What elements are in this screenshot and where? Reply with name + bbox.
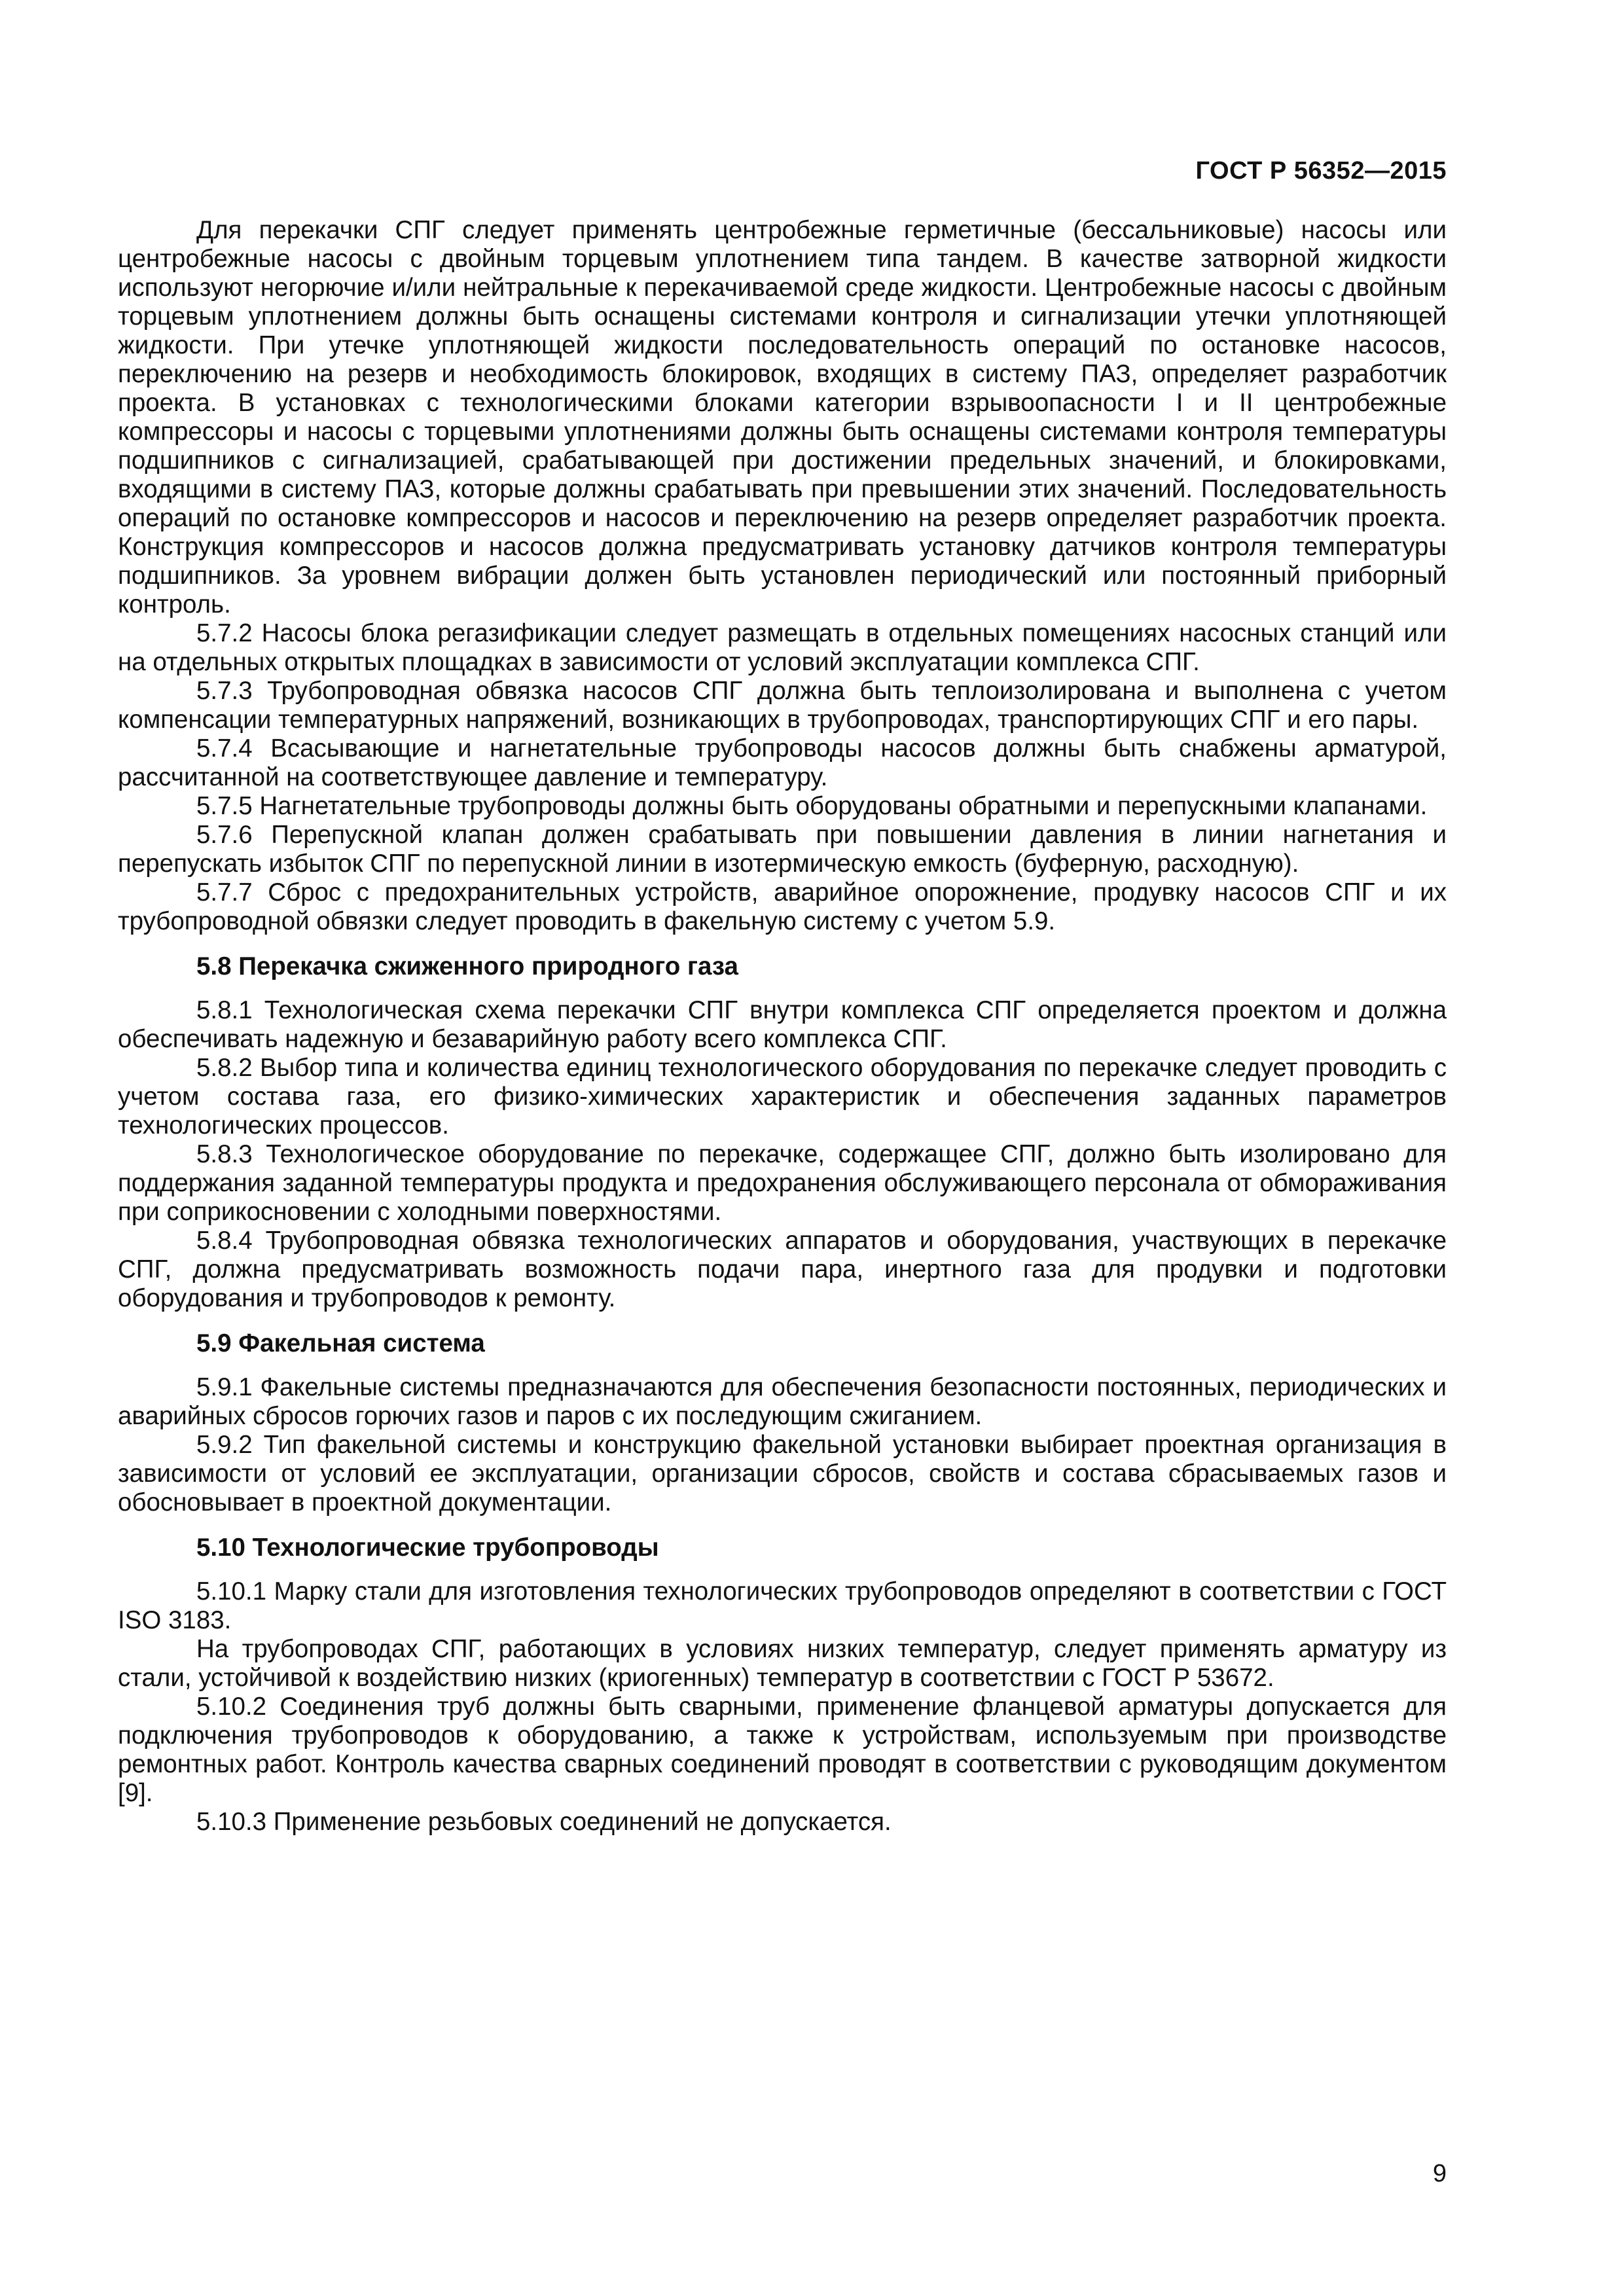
- paragraph-5-7-2: 5.7.2 Насосы блока регазификации следует размещать в отдельных помещениях насосных станций или на отдельных открытых площадках в зависимости от условий эксплуатации комплекса СПГ.: [118, 619, 1447, 676]
- paragraph-5-9-1: 5.9.1 Факельные системы предназначаются для обеспечения безопасности постоянных, периодических и аварийных сбросов горючих газов и паров с их последующим сжиганием.: [118, 1373, 1447, 1430]
- paragraph-5-10-2: 5.10.2 Соединения труб должны быть сварными, применение фланцевой арматуры допускается для подключения трубопроводов к оборудованию, а также к устройствам, используемым при производстве ремонтных работ. Контроль качества сварных соединений проводят в соответствии с руководящим документом [9].: [118, 1693, 1447, 1807]
- paragraph-5-8-1: 5.8.1 Технологическая схема перекачки СПГ внутри комплекса СПГ определяется проектом и должна обеспечивать надежную и безаварийную работу всего комплекса СПГ.: [118, 996, 1447, 1053]
- paragraph-5-7-5: 5.7.5 Нагнетательные трубопроводы должны быть оборудованы обратными и перепускными клапанами.: [196, 792, 1428, 820]
- paragraph: Для перекачки СПГ следует применять центробежные герметичные (бессальниковые) насосы или центробежные насосы с двойным торцевым уплотнением типа тандем. В качестве затворной жидкости используют негорючие и/или нейтральные к перекачиваемой среде жидкости. Центробежные насосы с двойным торцевым уплотнением должны быть оснащены системами контроля и сигнализации утечки уплотняющей жидкости. При утечке уплотняющей жидкости последовательность операций по остановке насосов, переключению на резерв и необходимость блокировок, входящих в систему ПАЗ, определяет разработчик проекта. В установках с технологическими блоками категории взрывоопасности I и II центробежные компрессоры и насосы с торцевыми уплотнениями должны быть оснащены системами контроля температуры подшипников с сигнализацией, срабатывающей при достижении предельных значений, и блокировками, входящими в систему ПАЗ, которые должны срабатывать при превышении этих значений. Последовательность операций по остановке компрессоров и насосов и переключению на резерв определяет разработчик проекта. Конструкция компрессоров и насосов должна предусматривать установку датчиков контроля температуры подшипников. За уровнем вибрации должен быть установлен периодический или постоянный приборный контроль.: [118, 216, 1447, 619]
- document-body: [118, 216, 1447, 1837]
- paragraph-5-10-1: 5.10.1 Марку стали для изготовления технологических трубопроводов определяют в соответствии с ГОСТ ISO 3183.: [118, 1577, 1447, 1634]
- paragraph-5-9-2: 5.9.2 Тип факельной системы и конструкцию факельной установки выбирает проектная организация в зависимости от условий ее эксплуатации, организации сбросов, свойств и состава сбрасываемых газов и обосновывает в проектной документации.: [118, 1431, 1447, 1516]
- paragraph-5-8-2: 5.8.2 Выбор типа и количества единиц технологического оборудования по перекачке следует проводить с учетом состава газа, его физико-химических характеристик и обеспечения заданных параметров технологических процессов.: [118, 1054, 1447, 1139]
- page-number: 9: [1432, 2160, 1447, 2187]
- document-header: ГОСТ Р 56352—2015: [1195, 157, 1447, 185]
- section-heading-5-9: 5.9 Факельная система: [196, 1329, 485, 1357]
- section-heading-5-8: 5.8 Перекачка сжиженного природного газа: [196, 952, 738, 980]
- paragraph-5-10-1-note: На трубопроводах СПГ, работающих в условиях низких температур, следует применять арматуру из стали, устойчивой к воздействию низких (криогенных) температур в соответствии с ГОСТ Р 53672.: [118, 1635, 1447, 1692]
- paragraph-5-8-4: 5.8.4 Трубопроводная обвязка технологических аппаратов и оборудования, участвующих в перекачке СПГ, должна предусматривать возможность подачи пара, инертного газа для продувки и подготовки оборудования и трубопроводов к ремонту.: [118, 1227, 1447, 1312]
- paragraph-5-7-6: 5.7.6 Перепускной клапан должен срабатывать при повышении давления в линии нагнетания и перепускать избыток СПГ по перепускной линии в изотермическую емкость (буферную, расходную).: [118, 821, 1447, 878]
- paragraph-5-8-3: 5.8.3 Технологическое оборудование по перекачке, содержащее СПГ, должно быть изолировано для поддержания заданной температуры продукта и предохранения обслуживающего персонала от обмораживания при соприкосновении с холодными поверхностями.: [118, 1140, 1447, 1226]
- paragraph-5-10-3: 5.10.3 Применение резьбовых соединений не допускается.: [196, 1808, 892, 1836]
- section-heading-5-10: 5.10 Технологические трубопроводы: [196, 1534, 659, 1562]
- document-page: [118, 144, 1447, 2225]
- paragraph-5-7-7: 5.7.7 Сброс с предохранительных устройств, аварийное опорожнение, продувку насосов СПГ и их трубопроводной обвязки следует проводить в факельную систему с учетом 5.9.: [118, 878, 1447, 935]
- paragraph-5-7-3: 5.7.3 Трубопроводная обвязка насосов СПГ должна быть теплоизолирована и выполнена с учетом компенсации температурных напряжений, возникающих в трубопроводах, транспортирующих СПГ и его пары.: [118, 677, 1447, 734]
- paragraph-5-7-4: 5.7.4 Всасывающие и нагнетательные трубопроводы насосов должны быть снабжены арматурой, рассчитанной на соответствующее давление и температуру.: [118, 734, 1447, 791]
